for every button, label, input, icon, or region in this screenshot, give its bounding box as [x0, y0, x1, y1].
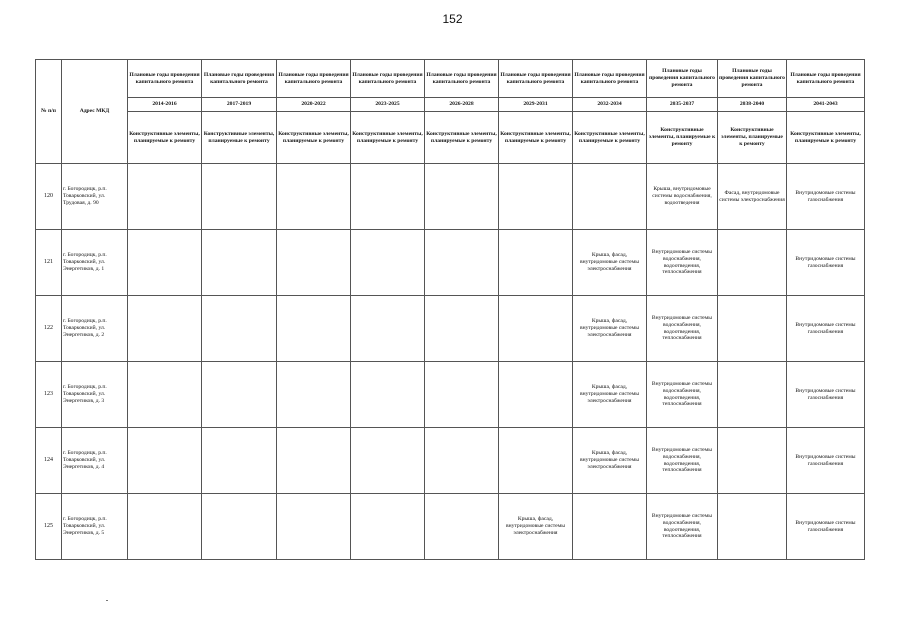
period-header: 2035-2037 [647, 98, 718, 112]
repair-cell [277, 428, 351, 494]
header-row-planned-years [36, 60, 865, 98]
repair-cell: Крыша, фасад, внутридомовые системы электроснабжения [573, 230, 647, 296]
planned-years-header: Плановые годы проведения капитального ремонта [573, 60, 647, 98]
period-header: 2038-2040 [718, 98, 787, 112]
repair-cell [718, 428, 787, 494]
repair-cell [425, 428, 499, 494]
repair-cell: Внутридомовые системы газоснабжения [787, 362, 865, 428]
repair-cell: Внутридомовые системы газоснабжения [787, 230, 865, 296]
elements-header: Конструктивные элементы, планируемые к ремонту [573, 112, 647, 164]
repair-cell [499, 230, 573, 296]
repair-cell: Внутридомовые системы водоснабжения, водоотведения, теплоснабжения [647, 494, 718, 560]
repair-cell: Крыша, внутридомовые системы водоснабжения, водоотведения [647, 164, 718, 230]
row-address: г. Богородицк, р.п. Товарковский, ул. Энергетиков, д. 4 [62, 428, 128, 494]
period-header: 2020-2022 [277, 98, 351, 112]
planned-years-header: Плановые годы проведения капитального ремонта [718, 60, 787, 98]
planned-years-header: Плановые годы проведения капитального ремонта [277, 60, 351, 98]
repair-cell [499, 362, 573, 428]
period-header: 2017-2019 [202, 98, 277, 112]
repair-cell [351, 164, 425, 230]
row-number: 121 [36, 230, 62, 296]
elements-header: Конструктивные элементы, планируемые к ремонту [647, 112, 718, 164]
repair-cell [202, 362, 277, 428]
repair-cell: Крыша, фасад, внутридомовые системы электроснабжения [499, 494, 573, 560]
repair-cell: Внутридомовые системы газоснабжения [787, 296, 865, 362]
header-row-periods [36, 98, 865, 112]
repair-cell [128, 164, 202, 230]
period-header: 2023-2025 [351, 98, 425, 112]
repair-cell: Внутридомовые системы водоснабжения, водоотведения, теплоснабжения [647, 296, 718, 362]
elements-header: Конструктивные элементы, планируемые к ремонту [718, 112, 787, 164]
num-column-header: № п/п [36, 60, 62, 164]
row-number: 122 [36, 296, 62, 362]
repair-cell [718, 362, 787, 428]
table-row [36, 230, 865, 296]
period-header: 2032-2034 [573, 98, 647, 112]
planned-years-header: Плановые годы проведения капитального ремонта [647, 60, 718, 98]
repair-cell [128, 296, 202, 362]
repair-cell [351, 494, 425, 560]
planned-years-header: Плановые годы проведения капитального ремонта [128, 60, 202, 98]
repair-cell [718, 494, 787, 560]
table-row [36, 164, 865, 230]
table-row [36, 296, 865, 362]
header-row-elements [36, 112, 865, 164]
repair-cell [425, 296, 499, 362]
repair-cell [351, 362, 425, 428]
repair-cell [277, 296, 351, 362]
repair-cell [128, 230, 202, 296]
repair-cell: Внутридомовые системы водоснабжения, водоотведения, теплоснабжения [647, 428, 718, 494]
repair-cell [202, 494, 277, 560]
repair-cell: Внутридомовые системы водоснабжения, водоотведения, теплоснабжения [647, 230, 718, 296]
capital-repair-table [35, 59, 865, 560]
repair-cell [202, 230, 277, 296]
repair-cell: Внутридомовые системы газоснабжения [787, 164, 865, 230]
elements-header: Конструктивные элементы, планируемые к ремонту [787, 112, 865, 164]
row-address: г. Богородицк, р.п. Товарковский, ул. Энергетиков, д. 5 [62, 494, 128, 560]
period-header: 2041-2043 [787, 98, 865, 112]
row-number: 125 [36, 494, 62, 560]
repair-cell [351, 296, 425, 362]
table-row [36, 362, 865, 428]
row-address: г. Богородицк, р.п. Товарковский, ул. Энергетиков, д. 3 [62, 362, 128, 428]
repair-cell [277, 230, 351, 296]
row-address: г. Богородицк, р.п. Товарковский, ул. Энергетиков, д. 1 [62, 230, 128, 296]
repair-cell [425, 494, 499, 560]
elements-header: Конструктивные элементы, планируемые к ремонту [128, 112, 202, 164]
repair-cell [425, 230, 499, 296]
repair-cell [128, 428, 202, 494]
row-number: 123 [36, 362, 62, 428]
repair-cell: Фасад, внутридомовые системы электроснабжения [718, 164, 787, 230]
repair-cell [128, 362, 202, 428]
row-address: г. Богородицк, р.п. Товарковский, ул. Энергетиков, д. 2 [62, 296, 128, 362]
address-column-header: Адрес МКД [62, 60, 128, 164]
planned-years-header: Плановые годы проведения капитального ремонта [499, 60, 573, 98]
planned-years-header: Плановые годы проведения капитального ремонта [425, 60, 499, 98]
planned-years-header: Плановые годы проведения капитального ремонта [202, 60, 277, 98]
planned-years-header: Плановые годы проведения капитального ремонта [351, 60, 425, 98]
repair-cell [499, 428, 573, 494]
repair-cell [202, 428, 277, 494]
repair-cell [425, 362, 499, 428]
repair-cell [718, 230, 787, 296]
repair-cell [573, 164, 647, 230]
period-header: 2026-2028 [425, 98, 499, 112]
repair-cell [351, 428, 425, 494]
elements-header: Конструктивные элементы, планируемые к ремонту [499, 112, 573, 164]
elements-header: Конструктивные элементы, планируемые к ремонту [351, 112, 425, 164]
repair-cell [351, 230, 425, 296]
repair-cell [128, 494, 202, 560]
period-header: 2029-2031 [499, 98, 573, 112]
repair-cell [718, 296, 787, 362]
elements-header: Конструктивные элементы, планируемые к ремонту [202, 112, 277, 164]
repair-cell [425, 164, 499, 230]
repair-cell [202, 296, 277, 362]
repair-cell [277, 362, 351, 428]
repair-cell [499, 296, 573, 362]
elements-header: Конструктивные элементы, планируемые к ремонту [277, 112, 351, 164]
row-number: 120 [36, 164, 62, 230]
repair-cell [202, 164, 277, 230]
table-row [36, 428, 865, 494]
page-number: 152 [442, 12, 463, 26]
repair-cell: Внутридомовые системы газоснабжения [787, 494, 865, 560]
table-row [36, 494, 865, 560]
repair-cell [499, 164, 573, 230]
repair-cell [573, 494, 647, 560]
planned-years-header: Плановые годы проведения капитального ремонта [787, 60, 865, 98]
repair-cell: Крыша, фасад, внутридомовые системы электроснабжения [573, 296, 647, 362]
repair-cell: Крыша, фасад, внутридомовые системы электроснабжения [573, 428, 647, 494]
repair-cell [277, 494, 351, 560]
period-header: 2014-2016 [128, 98, 202, 112]
elements-header: Конструктивные элементы, планируемые к ремонту [425, 112, 499, 164]
row-address: г. Богородицк, р.п. Товарковский, ул. Трудовая, д. 90 [62, 164, 128, 230]
repair-cell: Крыша, фасад, внутридомовые системы электроснабжения [573, 362, 647, 428]
row-number: 124 [36, 428, 62, 494]
repair-cell: Внутридомовые системы газоснабжения [787, 428, 865, 494]
repair-cell: Внутридомовые системы водоснабжения, водоотведения, теплоснабжения [647, 362, 718, 428]
repair-cell [277, 164, 351, 230]
scan-speck [106, 600, 108, 601]
